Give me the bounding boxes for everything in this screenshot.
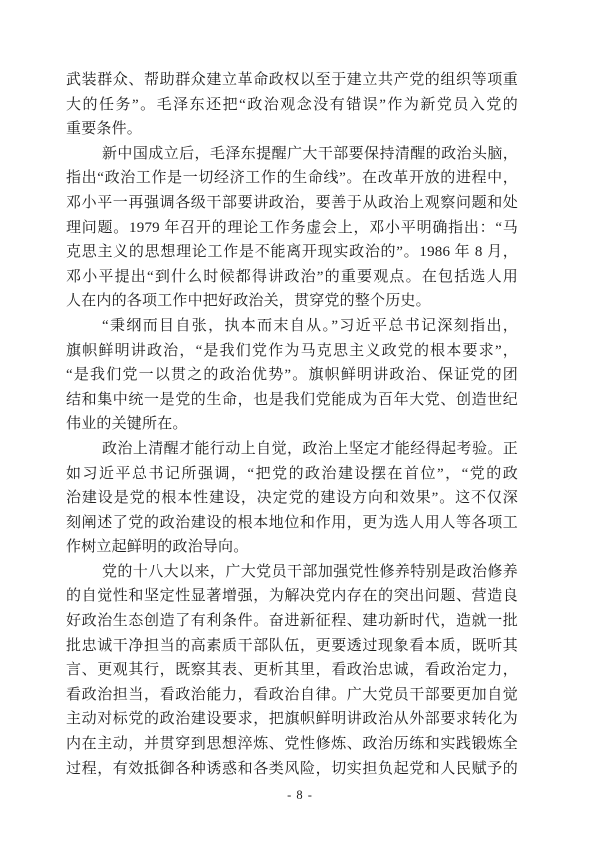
text-line: 过程，有效抵御各种诱惑和各类风险，切实担负起党和人民赋予的 xyxy=(66,760,518,777)
document-body-text xyxy=(66,68,518,781)
text-line: 好政治生态创造了有利条件。奋进新征程、建功新时代，造就一批 xyxy=(66,613,518,630)
text-line: 重要条件。 xyxy=(66,121,143,138)
text-line: 武装群众、帮助群众建立革命政权以至于建立共产党的组织等项重 xyxy=(66,72,518,88)
paragraph xyxy=(66,68,518,142)
text-line: 批忠诚干净担当的高素质干部队伍，更要透过现象看本质，既听其 xyxy=(66,637,518,654)
text-line: 新中国成立后，毛泽东提醒广大干部要保持清醒的政治头脑， xyxy=(102,145,518,162)
paragraph xyxy=(66,437,518,560)
text-line: 指出“政治工作是一切经济工作的生命线”。在改革开放的进程中， xyxy=(66,170,518,187)
text-line: 政治上清醒才能行动上自觉，政治上坚定才能经得起考验。正 xyxy=(102,440,518,457)
text-line: 邓小平一再强调各级干部要讲政治，要善于从政治上观察问题和处 xyxy=(66,194,518,211)
text-line: 理问题。1979 年召开的理论工作务虚会上，邓小平明确指出：“马 xyxy=(66,219,518,236)
text-line: “是我们党一以贯之的政治优势”。旗帜鲜明讲政治、保证党的团 xyxy=(66,367,518,384)
text-line: 克思主义的思想理论工作是不能离开现实政治的”。1986 年 8 月， xyxy=(66,244,518,261)
text-line: 大的任务”。毛泽东还把“政治观念没有错误”作为新党员入党的 xyxy=(66,96,518,113)
text-line: 邓小平提出“到什么时候都得讲政治”的重要观点。在包括选人用 xyxy=(66,268,518,285)
text-line: 结和集中统一是党的生命，也是我们党能成为百年大党、创造世纪 xyxy=(66,391,518,408)
text-line: 如习近平总书记所强调，“把党的政治建设摆在首位”，“党的政 xyxy=(66,465,518,482)
paragraph xyxy=(66,142,518,314)
paragraph xyxy=(66,560,518,781)
text-line: 人在内的各项工作中把好政治关，贯穿党的整个历史。 xyxy=(66,293,431,310)
text-line: 旗帜鲜明讲政治，“是我们党作为马克思主义政党的根本要求”， xyxy=(66,342,518,359)
text-line: 主动对标党的政治建设要求，把旗帜鲜明讲政治从外部要求转化为 xyxy=(66,711,518,728)
text-line: 内在主动，并贯穿到思想淬炼、党性修炼、政治历练和实践锻炼全 xyxy=(66,736,518,753)
text-line: “秉纲而目自张，执本而末自从。”习近平总书记深刻指出， xyxy=(102,317,518,334)
text-line: 作树立起鲜明的政治导向。 xyxy=(66,539,249,556)
text-line: 刻阐述了党的政治建设的根本地位和作用，更为选人用人等各项工 xyxy=(66,514,518,531)
paragraph xyxy=(66,314,518,437)
text-line: 言、更观其行，既察其表、更析其里，看政治忠诚，看政治定力， xyxy=(66,662,518,679)
text-line: 党的十八大以来，广大党员干部加强党性修养特别是政治修养 xyxy=(102,563,518,580)
text-line: 看政治担当，看政治能力，看政治自律。广大党员干部要更加自觉 xyxy=(66,686,518,703)
page-number: - 8 - xyxy=(287,788,313,802)
text-line: 的自觉性和坚定性显著增强，为解决党内存在的突出问题、营造良 xyxy=(66,588,518,605)
text-line: 伟业的关键所在。 xyxy=(66,416,188,433)
text-line: 治建设是党的根本性建设，决定党的建设方向和效果”。这不仅深 xyxy=(66,490,518,507)
